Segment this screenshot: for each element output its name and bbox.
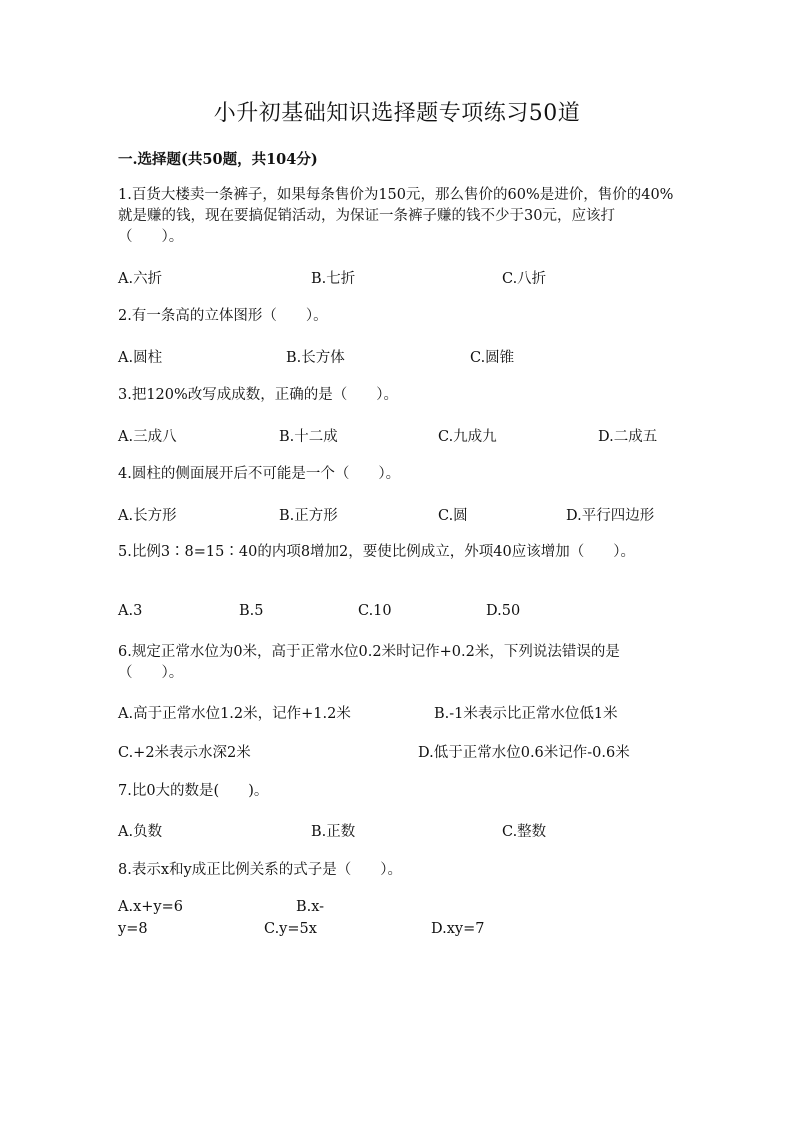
question-7-option-a[interactable]: A.负数 (118, 824, 163, 840)
question-5-option-b[interactable]: B.5 (239, 603, 264, 619)
question-7-option-c[interactable]: C.整数 (502, 824, 547, 840)
question-1-option-c[interactable]: C.八折 (502, 271, 547, 287)
question-3-option-b[interactable]: B.十二成 (279, 429, 338, 445)
section-heading: 一.选择题(共50题，共104分) (118, 151, 318, 168)
question-6-option-b[interactable]: B.-1米表示比正常水位低1米 (434, 706, 618, 722)
question-6-options-row-2 (118, 741, 678, 763)
question-3-stem: 3.把120%改写成成数，正确的是（ ）。 (118, 387, 399, 403)
question-3-option-d[interactable]: D.二成五 (598, 429, 658, 445)
question-4-option-c[interactable]: C.圆 (438, 508, 468, 524)
question-3-option-a[interactable]: A.三成八 (118, 429, 177, 445)
question-5-stem: 5.比例3∶8=15∶40的内项8增加2，要使比例成立，外项40应该增加（ ）。 (118, 544, 635, 560)
question-2-options (118, 346, 678, 368)
question-6-stem: 6.规定正常水位为0米，高于正常水位0.2米时记作+0.2米，下列说法错误的是（ ）。 (118, 644, 620, 681)
question-7-option-b[interactable]: B.正数 (311, 824, 356, 840)
question-4-options (118, 504, 678, 526)
question-5-option-d[interactable]: D.50 (486, 603, 521, 619)
question-2-option-c[interactable]: C.圆锥 (470, 350, 515, 366)
question-6-option-d[interactable]: D.低于正常水位0.6米记作-0.6米 (418, 745, 630, 761)
question-3-options (118, 425, 678, 447)
question-1-option-b[interactable]: B.七折 (311, 271, 356, 287)
question-1-option-a[interactable]: A.六折 (118, 271, 163, 287)
question-5-option-c[interactable]: C.10 (358, 603, 392, 619)
question-6-option-a[interactable]: A.高于正常水位1.2米，记作+1.2米 (118, 706, 351, 722)
question-3-option-c[interactable]: C.九成九 (438, 429, 497, 445)
question-2-stem: 2.有一条高的立体图形（ ）。 (118, 308, 328, 324)
question-4-option-b[interactable]: B.正方形 (279, 508, 338, 524)
question-8-option-b-continued: y=8 (118, 921, 148, 937)
question-8-option-c[interactable]: C.y=5x (264, 921, 317, 937)
question-5-option-a[interactable]: A.3 (118, 603, 143, 619)
question-4-option-d[interactable]: D.平行四边形 (566, 508, 655, 524)
question-6-options-row-1 (118, 702, 678, 724)
question-8-option-a[interactable]: A.x+y=6 (118, 899, 183, 915)
question-2-option-b[interactable]: B.长方体 (286, 350, 345, 366)
question-8-option-d[interactable]: D.xy=7 (431, 921, 485, 937)
question-7-stem: 7.比0大的数是( )。 (118, 783, 269, 799)
question-7-options (118, 820, 678, 842)
question-1-stem: 1.百货大楼卖一条裤子，如果每条售价为150元，那么售价的60%是进价，售价的40%就是赚的钱，现在要搞促销活动，为保证一条裤子赚的钱不少于30元，应该打（ ）。 (118, 187, 674, 245)
question-8-option-b[interactable]: B.x- (296, 899, 325, 915)
question-5-options (118, 603, 678, 625)
question-4-stem: 4.圆柱的侧面展开后不可能是一个（ ）。 (118, 466, 401, 482)
question-4-option-a[interactable]: A.长方形 (118, 508, 177, 524)
question-2-option-a[interactable]: A.圆柱 (118, 350, 163, 366)
question-6-option-c[interactable]: C.+2米表示水深2米 (118, 745, 251, 761)
page-title: 小升初基础知识选择题专项练习50道 (213, 101, 581, 126)
question-1-options (118, 267, 678, 289)
question-8-stem: 8.表示x和y成正比例关系的式子是（ ）。 (118, 862, 402, 878)
